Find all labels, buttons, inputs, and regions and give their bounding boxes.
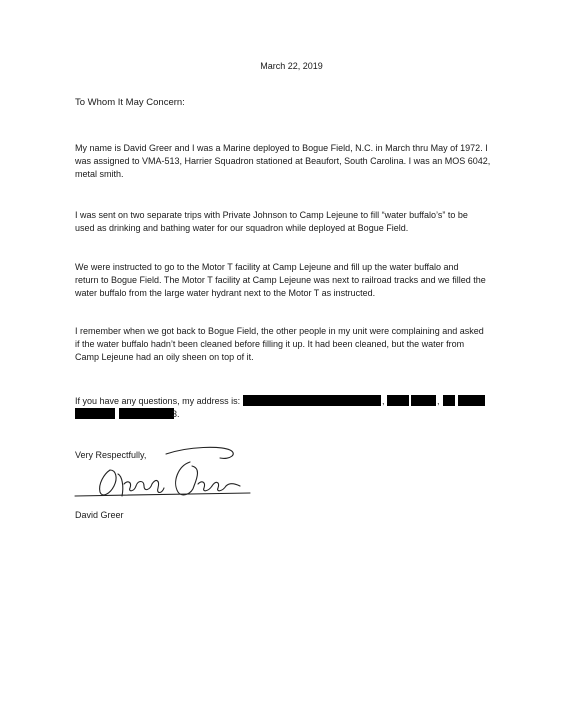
closing: Very Respectfully, (75, 450, 147, 460)
handwritten-signature (70, 440, 270, 510)
redaction-bar (75, 408, 115, 419)
paragraph-4-line-3: Camp Lejeune had an oily sheen on top of it. (75, 352, 254, 362)
salutation: To Whom It May Concern: (75, 97, 185, 108)
paragraph-1-line-2: was assigned to VMA-513, Harrier Squadron stationed at Beaufort, South Carolina. I was an MOS 6042, (75, 156, 491, 166)
redaction-bar (243, 395, 381, 406)
signature-name: David Greer (75, 510, 124, 520)
paragraph-3-line-3: water buffalo from the large water hydrant next to the Motor T as instructed. (75, 288, 376, 298)
address-trailing-fragment: 3. (172, 409, 180, 419)
paragraph-2-line-1: I was sent on two separate trips with Private Johnson to Camp Lejeune to fill “water buffalo’s” to be (75, 210, 468, 220)
redaction-bar (387, 395, 409, 406)
paragraph-4-line-2: if the water buffalo hadn’t been cleaned before filling it up. It had been cleaned, but the water from (75, 339, 465, 349)
paragraph-1-line-3: metal smith. (75, 169, 124, 179)
paragraph-2-line-2: used as drinking and bathing water for our squadron while deployed at Bogue Field. (75, 223, 409, 233)
paragraph-4-line-1: I remember when we got back to Bogue Field, the other people in my unit were complaining and asked (75, 326, 484, 336)
paragraph-3-line-1: We were instructed to go to the Motor T facility at Camp Lejeune and fill up the water buffalo and (75, 262, 459, 272)
paragraph-1-line-1: My name is David Greer and I was a Marine deployed to Bogue Field, N.C. in March thru May of 1972. I (75, 143, 488, 153)
letter-date: March 22, 2019 (260, 61, 323, 71)
redaction-bar (458, 395, 485, 406)
address-comma-2: , (437, 396, 440, 406)
redaction-bar (443, 395, 455, 406)
address-intro: If you have any questions, my address is: (75, 396, 241, 406)
redaction-bar (119, 408, 174, 419)
address-comma-1: , (382, 396, 385, 406)
redaction-bar (411, 395, 436, 406)
paragraph-3-line-2: return to Bogue Field. The Motor T facility at Camp Lejeune was next to railroad tracks and we filled the (75, 275, 486, 285)
